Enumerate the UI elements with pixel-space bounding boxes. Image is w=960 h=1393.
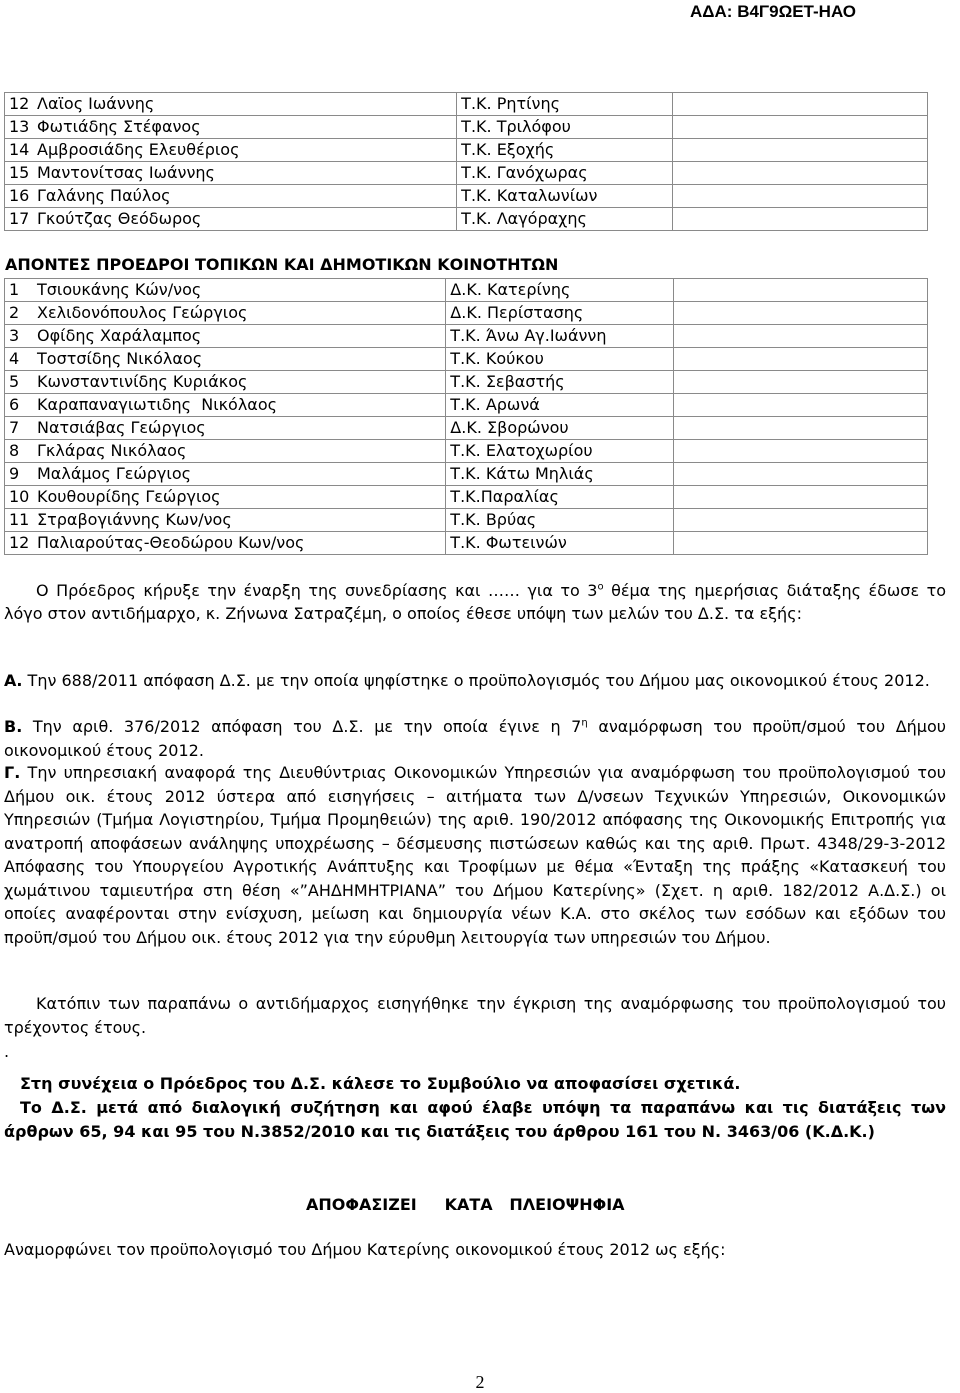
table-row [5, 463, 928, 486]
empty-cell [673, 394, 927, 417]
row-number: 5 [9, 372, 20, 391]
reform-line: Αναμορφώνει τον προϋπολογισμό του Δήμου Κατερίνης οικονομικού έτους 2012 ως εξής: [4, 1240, 726, 1259]
intro-sup: ο [597, 581, 604, 593]
member-name: Χελιδονόπουλος Γεώργιος [37, 303, 248, 322]
page-number: 2 [475, 1372, 485, 1392]
community-cell: Δ.Κ. Σβορώνου [446, 417, 673, 440]
member-cell [5, 325, 446, 348]
row-number: 15 [9, 163, 30, 182]
empty-cell [672, 93, 927, 116]
member-cell [5, 371, 446, 394]
item-a-label: Α. [4, 671, 23, 690]
row-number: 2 [9, 303, 20, 322]
row-number: 6 [9, 395, 20, 414]
member-name: Γαλάνης Παύλος [37, 186, 171, 205]
decision-heading: ΑΠΟΦΑΣΙΖΕΙ ΚΑΤΑ ΠΛΕΙΟΨΗΦΙΑ [306, 1195, 625, 1214]
member-cell [5, 185, 457, 208]
item-a [4, 669, 946, 693]
empty-cell [673, 509, 927, 532]
item-a-text: Την 688/2011 απόφαση Δ.Σ. με την οποία ψηφίστηκε ο προϋπολογισμός του Δήμου μας οικονομικού έτους 2012. [22, 671, 930, 690]
member-name: Τοστσίδης Νικόλαος [37, 349, 203, 368]
community-cell: Τ.Κ. Τριλόφου [457, 116, 672, 139]
after-discussion-text: Το Δ.Σ. μετά από διαλογική συζήτηση και αφού έλαβε υπόψη τα παραπάνω και τις διατάξεις των άρθρων 65, 94 και 95 του Ν.3852/2010 και τις διατάξεις του άρθρου 161 του Ν. 3463/06 (Κ.Δ.Κ.) [4, 1098, 946, 1141]
community-cell: Τ.Κ. Άνω Αγ.Ιωάννη [446, 325, 673, 348]
table-row [5, 532, 928, 555]
member-name: Παλιαρούτας-Θεοδώρου Κων/νος [37, 533, 305, 552]
table-row [5, 509, 928, 532]
member-name: Κωνσταντινίδης Κυριάκος [37, 372, 248, 391]
intro-paragraph [4, 579, 946, 625]
empty-cell [672, 139, 927, 162]
after-discussion-paragraph [4, 1096, 946, 1143]
community-cell: Τ.Κ. Γανόχωρας [457, 162, 672, 185]
row-number: 1 [9, 280, 20, 299]
empty-cell [673, 348, 927, 371]
empty-cell [673, 486, 927, 509]
row-number: 10 [9, 487, 30, 506]
row-number: 16 [9, 186, 30, 205]
community-cell: Τ.Κ. Ελατοχωρίου [446, 440, 673, 463]
table-row [5, 486, 928, 509]
row-number: 8 [9, 441, 20, 460]
intro-text-1: Ο Πρόεδρος κήρυξε την έναρξη της συνεδρίασης και …… για το 3 [36, 581, 598, 600]
row-number: 3 [9, 326, 20, 345]
row-number: 12 [9, 533, 30, 552]
community-cell: Τ.Κ. Αρωνά [446, 394, 673, 417]
community-cell: Τ.Κ. Βρύας [446, 509, 673, 532]
proposal-text: Κατόπιν των παραπάνω ο αντιδήμαρχος εισηγήθηκε την έγκριση της αναμόρφωσης του προϋπολογισμού του τρέχοντος έτους. [4, 994, 946, 1037]
member-name: Φωτιάδης Στέφανος [37, 117, 201, 136]
empty-cell [672, 116, 927, 139]
row-number: 12 [9, 94, 30, 113]
item-b-sup: η [581, 717, 588, 729]
intro-text-2: θέμα της ημερήσιας διάταξης έδωσε το λόγο στον αντιδήμαρχο, κ. Ζήνωνα Σατραζέμη, ο οποίος έθεσε υπόψη των μελών του Δ.Σ. τα εξής: [4, 581, 947, 623]
member-cell [5, 394, 446, 417]
community-cell: Τ.Κ. Κούκου [446, 348, 673, 371]
community-cell: Δ.Κ. Περίστασης [446, 302, 673, 325]
table-row [5, 208, 928, 231]
community-cell: Τ.Κ. Εξοχής [457, 139, 672, 162]
member-cell [5, 139, 457, 162]
member-cell [5, 279, 446, 302]
empty-cell [672, 208, 927, 231]
table-row [5, 325, 928, 348]
row-number: 11 [9, 510, 30, 529]
row-number: 14 [9, 140, 30, 159]
row-number: 17 [9, 209, 30, 228]
member-name: Οφίδης Χαράλαμπος [37, 326, 202, 345]
row-number: 13 [9, 117, 30, 136]
empty-cell [673, 371, 927, 394]
member-cell [5, 162, 457, 185]
member-name: Μαλάμος Γεώργιος [37, 464, 191, 483]
item-b-text: Την αριθ. 376/2012 απόφαση του Δ.Σ. με την οποία έγινε η 7 [22, 717, 582, 736]
community-cell: Τ.Κ. Καταλωνίων [457, 185, 672, 208]
table-row [5, 348, 928, 371]
member-cell [5, 93, 457, 116]
table-row [5, 417, 928, 440]
empty-cell [673, 279, 927, 302]
table-row [5, 116, 928, 139]
empty-cell [673, 302, 927, 325]
dot-line: . [4, 1042, 10, 1061]
absent-presidents-table [4, 278, 928, 555]
community-cell: Τ.Κ. Κάτω Μηλιάς [446, 463, 673, 486]
empty-cell [672, 185, 927, 208]
proposal-paragraph [4, 992, 946, 1039]
member-cell [5, 417, 446, 440]
empty-cell [673, 440, 927, 463]
member-cell [5, 532, 446, 555]
council-members-table [4, 92, 928, 231]
member-name: Λαϊος Ιωάννης [37, 94, 155, 113]
table-row [5, 371, 928, 394]
member-name: Αμβροσιάδης Ελευθέριος [37, 140, 240, 159]
empty-cell [673, 325, 927, 348]
table-row [5, 162, 928, 185]
table-row [5, 394, 928, 417]
member-cell [5, 208, 457, 231]
member-cell [5, 116, 457, 139]
member-name: Μαντονίτσας Ιωάννης [37, 163, 215, 182]
member-cell [5, 348, 446, 371]
table-row [5, 440, 928, 463]
member-cell [5, 463, 446, 486]
item-c-label: Γ. [4, 763, 21, 782]
empty-cell [673, 532, 927, 555]
call-to-vote: Στη συνέχεια ο Πρόεδρος του Δ.Σ. κάλεσε το Συμβούλιο να αποφασίσει σχετικά. [20, 1074, 741, 1093]
row-number: 4 [9, 349, 20, 368]
table-row [5, 93, 928, 116]
item-b-label: Β. [4, 717, 23, 736]
item-b-text-after: αναμόρφωση του προϋπ/σμού του Δήμου οικονομικού έτους 2012. [4, 717, 947, 760]
member-cell [5, 486, 446, 509]
table-row [5, 139, 928, 162]
item-b [4, 715, 946, 762]
community-cell: Τ.Κ. Σεβαστής [446, 371, 673, 394]
member-name: Γκούτζας Θεόδωρος [37, 209, 202, 228]
member-cell [5, 302, 446, 325]
ada-code: ΑΔΑ: Β4Γ9ΩΕΤ-ΗΑΟ [690, 2, 856, 21]
member-name: Στραβογιάννης Κων/νος [37, 510, 232, 529]
item-c [4, 761, 946, 949]
member-name: Τσιουκάνης Κών/νος [37, 280, 202, 299]
community-cell: Τ.Κ. Λαγόραχης [457, 208, 672, 231]
empty-cell [672, 162, 927, 185]
item-c-text: Την υπηρεσιακή αναφορά της Διευθύντριας Οικονομικών Υπηρεσιών για αναμόρφωση του προϋπολογισμού του Δήμου οικ. έτους 2012 ύστερα από εισηγήσεις – αιτήματα των Δ/νσεων Τεχνικών Υπηρεσιών, Οικονομικών Υπηρεσιών (Τμήμα Λογιστηρίου, Τμήμα Προμηθειών) της αριθ. 190/2012 απόφασης της Οικονομικής Επιτροπής για ανατροπή αποφάσεων ανάληψης υποχρέωσης – δέσμευσης πιστώσεων καθώς και της αριθ. Πρωτ. 4348/29-3-2012 Απόφασης του Υπουργείου Αγροτικής Ανάπτυξης και Τροφίμων με θέμα «Ένταξη της πράξης «Κατασκευή του χωμάτινου ταμιευτήρα στη θέση «”ΑΗΔΗΜΗΤΡΙΑΝΑ” του Δήμου Κατερίνης» (Σχετ. η αριθ. 182/2012 Α.Δ.Σ.) οι οποίες αναφέρονται στην ενίσχυση, μείωση και δημιουργία νέων Κ.Α. στο σκέλος των εσόδων και εξόδων του προϋπ/σμού του Δήμου οικ. έτους 2012 για την εύρυθμη λειτουργία των υπηρεσιών του Δήμου. [4, 763, 946, 947]
member-name: Κουθουρίδης Γεώργιος [37, 487, 221, 506]
community-cell: Τ.Κ. Φωτεινών [446, 532, 673, 555]
member-cell [5, 440, 446, 463]
member-name: Καραπαναγιωτιδης Νικόλαος [37, 395, 278, 414]
member-name: Νατσιάβας Γεώργιος [37, 418, 206, 437]
empty-cell [673, 463, 927, 486]
community-cell: Τ.Κ.Παραλίας [446, 486, 673, 509]
absent-presidents-title: ΑΠΟΝΤΕΣ ΠΡΟΕΔΡΟΙ ΤΟΠΙΚΩΝ ΚΑΙ ΔΗΜΟΤΙΚΩΝ ΚΟΙΝΟΤΗΤΩΝ [5, 255, 559, 274]
member-cell [5, 509, 446, 532]
row-number: 7 [9, 418, 20, 437]
member-name: Γκλάρας Νικόλαος [37, 441, 187, 460]
table-row [5, 302, 928, 325]
table-row [5, 279, 928, 302]
empty-cell [673, 417, 927, 440]
table-row [5, 185, 928, 208]
row-number: 9 [9, 464, 20, 483]
community-cell: Τ.Κ. Ρητίνης [457, 93, 672, 116]
community-cell: Δ.Κ. Κατερίνης [446, 279, 673, 302]
